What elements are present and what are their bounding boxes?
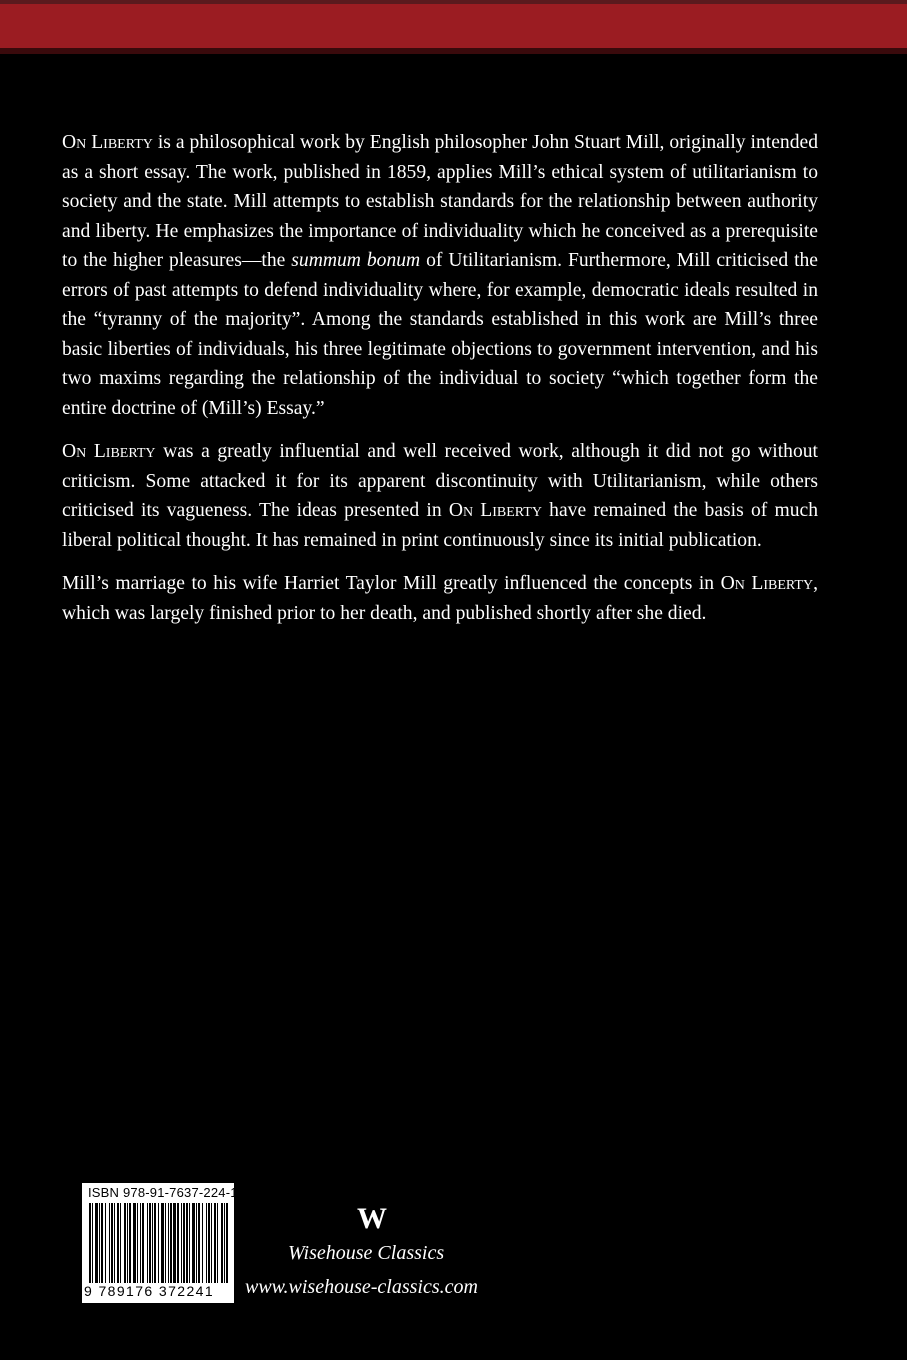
book-title-ref: On Liberty [448,500,542,521]
isbn-label: ISBN 978-91-7637-224-1 [88,1185,238,1200]
isbn-barcode [82,1183,238,1303]
back-cover-blurb [62,128,818,642]
summum-bonum-italic: summum bonum [291,250,421,271]
book-title-ref: On Liberty [62,441,156,462]
publisher-url: www.wisehouse-classics.com [245,1276,478,1298]
svg-text:W: W [357,1202,387,1232]
wisehouse-logo-icon [355,1202,389,1232]
publisher-name: Wisehouse Classics [288,1242,445,1264]
blurb-paragraph-3: Mill’s marriage to his wife Harriet Taylor Mill greatly influenced the concepts in On Liberty, which was largely finished prior to her death, and published shortly after she died. [62,573,818,624]
book-title-ref: On Liberty [62,132,153,153]
blurb-paragraph-2: On Liberty was a greatly influential and well received work, although it did not go without criticism. Some attacked it for its apparent discontinuity with Utilitarianism, while others criticised its vagueness. The ideas presented in On Liberty have remained the basis of much liberal political thought. It has remained in print continuously since its initial publication. [62,441,819,551]
barcode-bars [88,1203,228,1283]
book-title-ref: On Liberty [720,573,814,594]
barcode-digits: 9 789176 372241 [84,1283,214,1299]
top-banner [0,0,907,88]
blurb-paragraph-1: On Liberty is a philosophical work by English philosopher John Stuart Mill, originally intended as a short essay. The work, published in 1859, applies Mill’s ethical system of utilitarianism to society and the state. Mill attempts to establish standards for the relationship between authority and liberty. He emphasizes the importance of individuality which he conceived as a prerequisite to the higher pleasures—the summum bonum of Utilitarianism. Furthermore, Mill criticised the errors of past attempts to defend individuality where, for example, democratic ideals resulted in the “tyranny of the majority”. Among the standards established in this work are Mill’s three basic liberties of individuals, his three legitimate objections to government intervention, and his two maxims regarding the relationship of the individual to society “which together form the entire doctrine of (Mill’s) Essay.” [62,132,819,419]
banner-stripe-bottom [0,48,907,54]
banner-red-stripe [0,4,907,48]
